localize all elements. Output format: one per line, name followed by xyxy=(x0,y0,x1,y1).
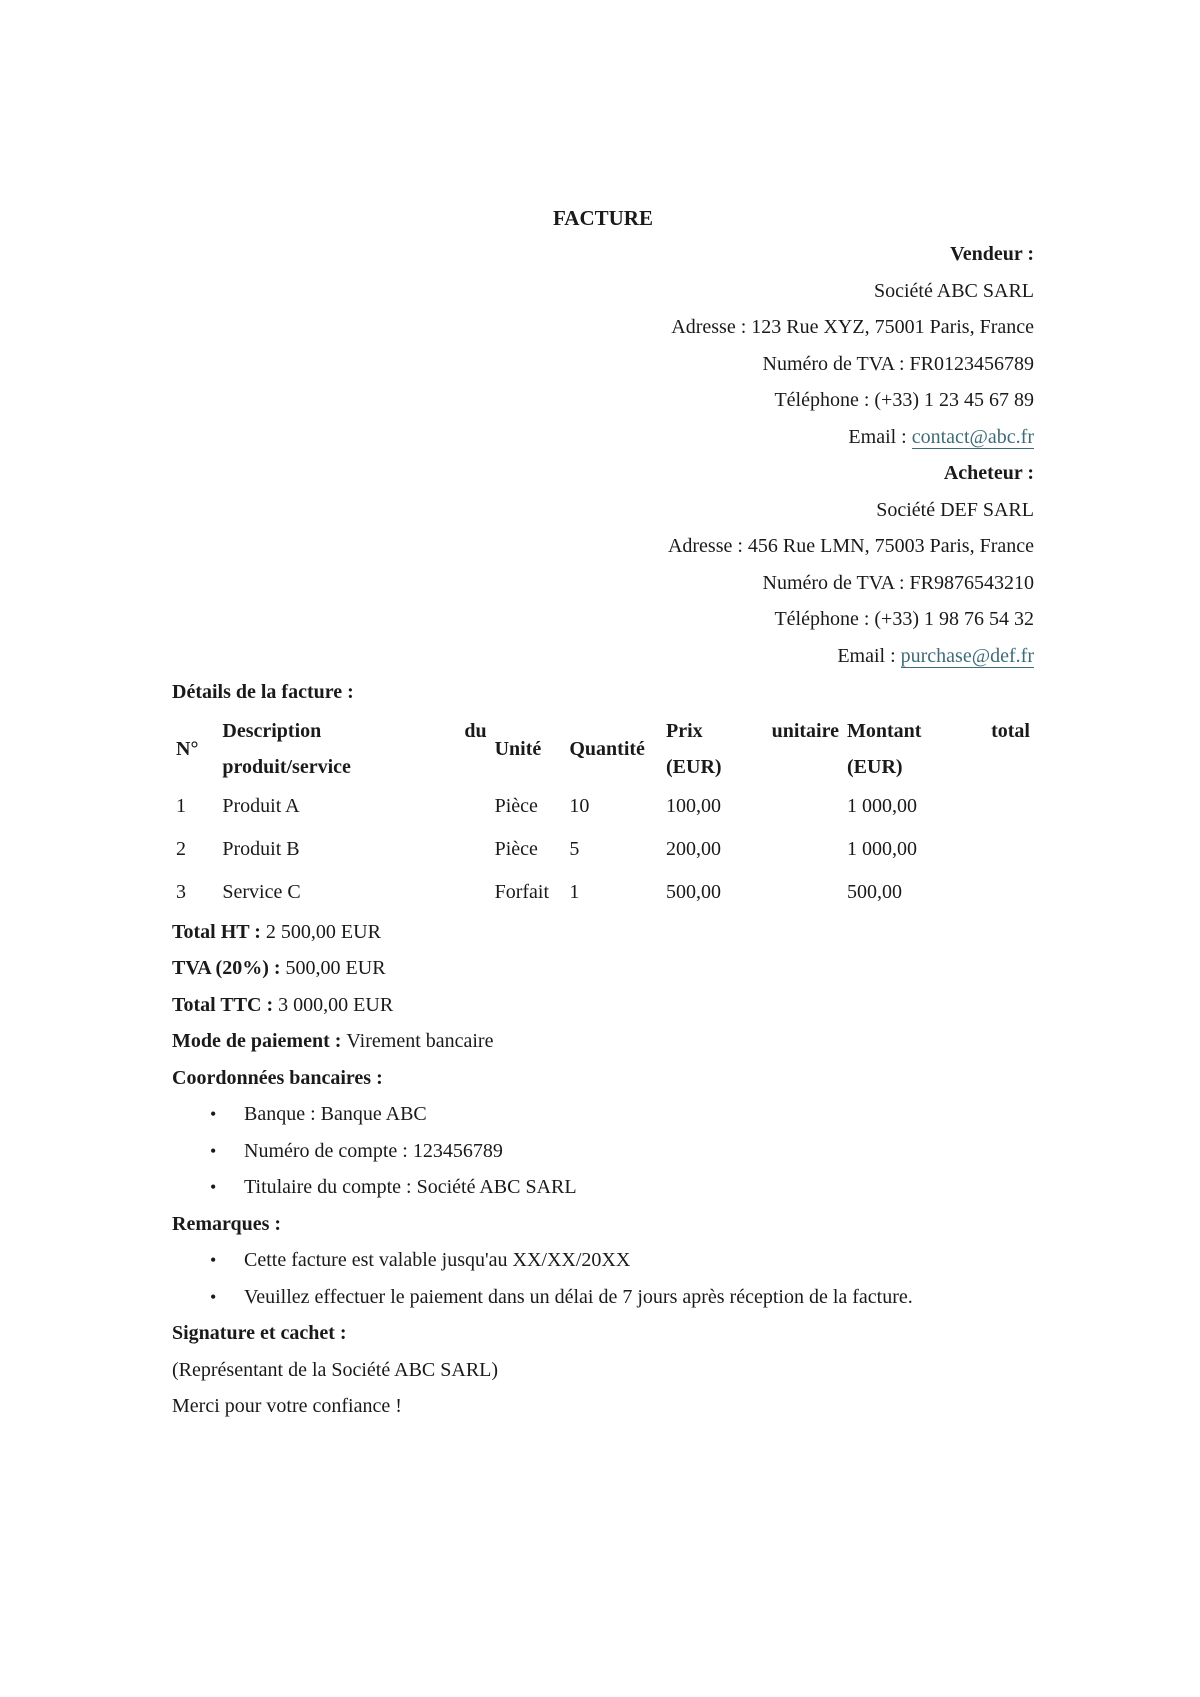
header-amount-word3: (EUR) xyxy=(847,755,903,778)
seller-email-link[interactable]: contact@abc.fr xyxy=(911,425,1034,448)
header-total-amount xyxy=(843,713,1034,785)
total-tva xyxy=(172,950,1034,987)
total-ht-label: Total HT : xyxy=(172,920,266,943)
seller-email-label: Email : xyxy=(848,425,912,448)
seller-address: Adresse : 123 Rue XYZ, 75001 Paris, France xyxy=(671,316,1034,338)
total-ht-value: 2 500,00 EUR xyxy=(265,920,381,943)
cell-no: 2 xyxy=(176,837,186,860)
header-description xyxy=(218,713,490,785)
total-ttc-label: Total TTC : xyxy=(172,993,279,1016)
list-item: • Banque : Banque ABC xyxy=(172,1096,1034,1133)
seller-vat: Numéro de TVA : FR0123456789 xyxy=(762,352,1034,375)
remarks-heading: Remarques : xyxy=(172,1212,282,1235)
remarks-list xyxy=(172,1242,1034,1315)
signature-block xyxy=(172,1315,1034,1425)
payment-mode-value: Virement bancaire xyxy=(346,1030,494,1052)
seller-email-line xyxy=(172,419,1034,456)
cell-quantity: 5 xyxy=(569,837,580,860)
signature-heading: Signature et cachet : xyxy=(172,1322,347,1344)
buyer-email-label: Email : xyxy=(837,644,901,667)
payment-mode-label: Mode de paiement : xyxy=(172,1030,347,1052)
cell-quantity: 10 xyxy=(569,794,590,817)
header-desc-word2: du xyxy=(464,719,487,742)
cell-total-amount: 1 000,00 xyxy=(847,837,918,860)
buyer-email-link[interactable]: purchase@def.fr xyxy=(900,644,1034,667)
bank-details-list xyxy=(172,1096,1034,1206)
seller-phone: Téléphone : (+33) 1 23 45 67 89 xyxy=(774,389,1034,411)
list-item: • Numéro de compte : 123456789 xyxy=(172,1133,1034,1170)
cell-unit-price: 200,00 xyxy=(666,837,722,860)
items-table xyxy=(172,713,1034,914)
cell-quantity: 1 xyxy=(569,880,580,903)
header-price-word1: Prix xyxy=(666,719,703,742)
buyer-phone: Téléphone : (+33) 1 98 76 54 32 xyxy=(774,608,1034,630)
payment-mode xyxy=(172,1023,1034,1060)
list-item: • Veuillez effectuer le paiement dans un délai de 7 jours après réception de la facture. xyxy=(172,1279,1034,1316)
list-item: • Titulaire du compte : Société ABC SARL xyxy=(172,1169,1034,1206)
total-ht xyxy=(172,914,1034,951)
cell-unit-price: 500,00 xyxy=(666,880,722,903)
seller-name: Société ABC SARL xyxy=(873,279,1034,302)
totals-block xyxy=(172,914,1034,1097)
signature-representative: (Représentant de la Société ABC SARL) xyxy=(172,1358,499,1381)
cell-total-amount: 500,00 xyxy=(847,880,903,903)
invoice-page xyxy=(172,200,1034,1425)
header-quantity: Quantité xyxy=(569,737,645,760)
buyer-email-line xyxy=(172,638,1034,675)
invoice-title: FACTURE xyxy=(553,206,653,230)
thanks-note: Merci pour votre confiance ! xyxy=(172,1395,402,1417)
cell-description: Produit B xyxy=(222,837,300,860)
header-no: N° xyxy=(176,737,199,760)
table-header-row xyxy=(172,713,1034,785)
buyer-vat: Numéro de TVA : FR9876543210 xyxy=(762,571,1034,594)
cell-no: 1 xyxy=(176,794,186,817)
header-desc-word3: produit/service xyxy=(222,755,351,778)
cell-unit: Pièce xyxy=(494,837,538,860)
total-ttc-value: 3 000,00 EUR xyxy=(278,993,394,1016)
list-item: • Cette facture est valable jusqu'au XX/XX/20XX xyxy=(172,1242,1034,1279)
total-tva-value: 500,00 EUR xyxy=(285,957,386,979)
cell-unit: Forfait xyxy=(494,880,550,903)
header-amount-word2: total xyxy=(991,719,1030,742)
table-row xyxy=(172,871,1034,914)
cell-description: Service C xyxy=(222,880,301,903)
buyer-name: Société DEF SARL xyxy=(876,498,1034,521)
bank-heading: Coordonnées bancaires : xyxy=(172,1066,383,1089)
cell-description: Produit A xyxy=(222,794,300,817)
buyer-block xyxy=(172,455,1034,674)
header-price-word2: unitaire xyxy=(771,719,840,742)
buyer-address: Adresse : 456 Rue LMN, 75003 Paris, France xyxy=(667,535,1034,557)
seller-block xyxy=(172,236,1034,455)
cell-no: 3 xyxy=(176,880,186,903)
buyer-heading: Acheteur : xyxy=(943,462,1034,484)
cell-unit-price: 100,00 xyxy=(666,794,722,817)
header-unit: Unité xyxy=(494,737,542,760)
total-ttc xyxy=(172,987,1034,1024)
seller-heading: Vendeur : xyxy=(950,243,1034,265)
cell-unit: Pièce xyxy=(494,794,538,817)
header-amount-word1: Montant xyxy=(847,719,922,742)
table-row xyxy=(172,828,1034,871)
cell-total-amount: 1 000,00 xyxy=(847,794,918,817)
details-heading: Détails de la facture : xyxy=(172,681,354,703)
table-row xyxy=(172,785,1034,828)
header-desc-word1: Description xyxy=(222,719,322,742)
header-price-word3: (EUR) xyxy=(666,755,722,778)
total-tva-label: TVA (20%) : xyxy=(172,957,286,979)
header-unit-price xyxy=(662,713,843,785)
